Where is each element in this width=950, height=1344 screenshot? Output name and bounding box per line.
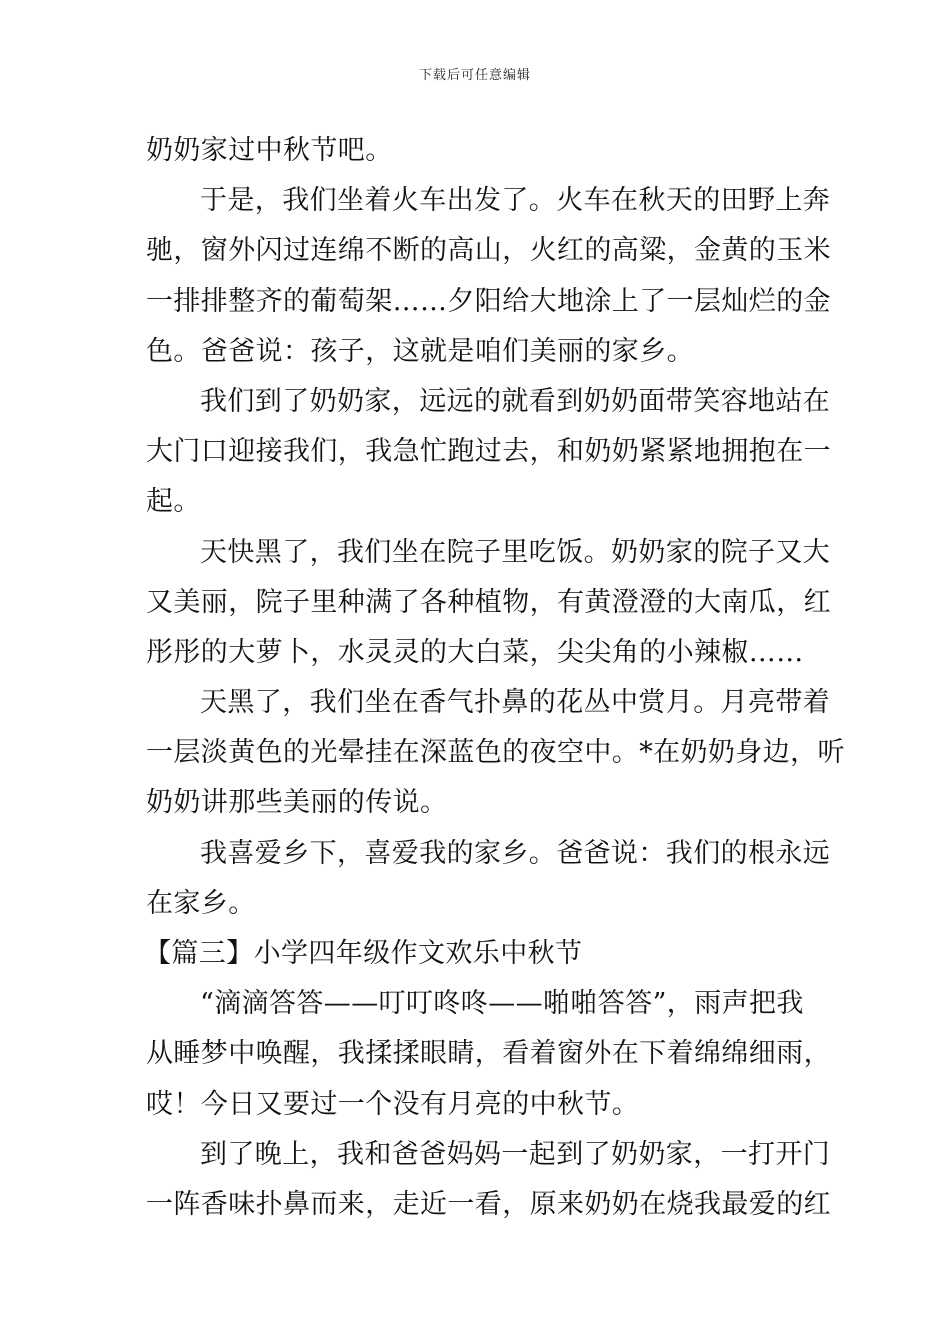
text-line-22: 一阵香味扑鼻而来，走近一看，原来奶奶在烧我最爱的红 bbox=[146, 1188, 831, 1220]
text-line-19: 从睡梦中唤醒，我揉揉眼睛，看着窗外在下着绵绵细雨， bbox=[146, 1038, 831, 1070]
text-line-8: 起。 bbox=[146, 486, 201, 518]
text-line-6: 我们到了奶奶家，远远的就看到奶奶面带笑容地站在 bbox=[200, 385, 831, 417]
text-line-5: 色。爸爸说：孩子，这就是咱们美丽的家乡。 bbox=[146, 335, 694, 367]
text-line-16: 在家乡。 bbox=[146, 887, 256, 919]
section-heading: 【篇三】小学四年级作文欢乐中秋节 bbox=[144, 938, 583, 969]
text-line-4: 一排排整齐的葡萄架……夕阳给大地涂上了一层灿烂的金 bbox=[146, 285, 831, 317]
text-line-13: 一层淡黄色的光晕挂在深蓝色的夜空中。*在奶奶身边，听 bbox=[146, 737, 845, 769]
text-line-11: 彤彤的大萝卜，水灵灵的大白菜，尖尖角的小辣椒…… bbox=[146, 636, 804, 668]
text-line-20: 哎！今日又要过一个没有月亮的中秋节。 bbox=[146, 1088, 640, 1120]
text-line-15: 我喜爱乡下，喜爱我的家乡。爸爸说：我们的根永远 bbox=[200, 837, 831, 869]
text-line-7: 大门口迎接我们，我急忙跑过去，和奶奶紧紧地拥抱在一 bbox=[146, 436, 831, 468]
page-header: 下载后可任意编辑 bbox=[418, 68, 531, 83]
text-line-9: 天快黑了，我们坐在院子里吃饭。奶奶家的院子又大 bbox=[200, 536, 831, 568]
text-line-2: 于是，我们坐着火车出发了。火车在秋天的田野上奔 bbox=[200, 185, 831, 217]
text-line-1: 奶奶家过中秋节吧。 bbox=[146, 135, 393, 166]
text-line-10: 又美丽，院子里种满了各种植物，有黄澄澄的大南瓜，红 bbox=[146, 586, 831, 618]
text-line-21: 到了晚上，我和爸爸妈妈一起到了奶奶家，一打开门 bbox=[200, 1138, 831, 1170]
text-line-14: 奶奶讲那些美丽的传说。 bbox=[146, 787, 448, 819]
text-line-18: “滴滴答答——叮叮咚咚——啪啪答答”，雨声把我 bbox=[200, 988, 804, 1020]
text-line-12: 天黑了，我们坐在香气扑鼻的花丛中赏月。月亮带着 bbox=[200, 687, 831, 719]
text-line-3: 驰，窗外闪过连绵不断的高山，火红的高粱，金黄的玉米 bbox=[146, 235, 831, 267]
document-body bbox=[144, 126, 845, 1230]
